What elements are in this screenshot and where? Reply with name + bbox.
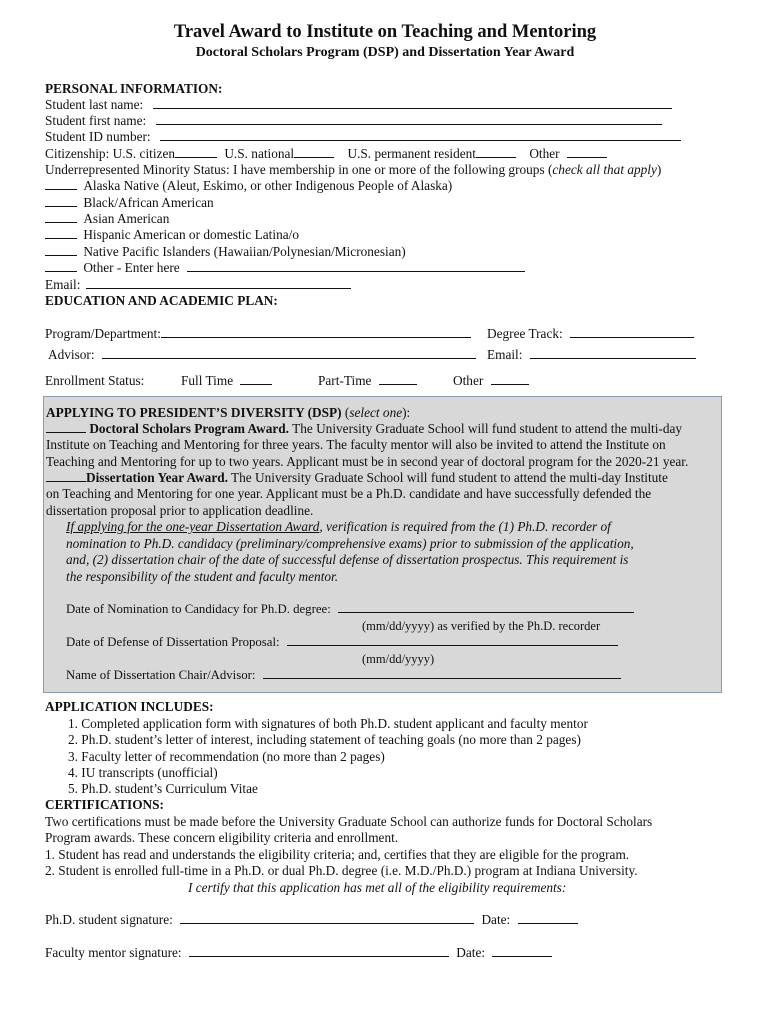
- student-signature-label: Ph.D. student signature:: [45, 912, 173, 927]
- includes-item: 1. Completed application form with signatures of both Ph.D. student applicant and faculty mentor: [68, 716, 588, 731]
- personal-info-heading: PERSONAL INFORMATION:: [45, 81, 223, 96]
- program-field[interactable]: [161, 326, 471, 338]
- dsp-option-1-text: Institute on Teaching and Mentoring for three years. The faculty mentor will also be invited to attend the Institute on: [46, 437, 666, 452]
- minority-option: [45, 195, 214, 211]
- includes-item: 2. Ph.D. student’s letter of interest, including statement of teaching goals (no more than 2 pages): [68, 732, 581, 747]
- defense-date-field[interactable]: [287, 634, 618, 646]
- education-heading: EDUCATION AND ACADEMIC PLAN:: [45, 293, 278, 308]
- us-national-blank[interactable]: [294, 146, 334, 158]
- advisor-email-field[interactable]: [530, 347, 696, 359]
- page-title: Travel Award to Institute on Teaching and Mentoring: [173, 22, 597, 42]
- dsp-note-text: nomination to Ph.D. candidacy (preliminary/comprehensive exams) prior to submission of the application,: [66, 536, 634, 551]
- minority-check-blank[interactable]: [45, 244, 77, 256]
- citizenship-label: Citizenship: U.S. citizen: [45, 146, 175, 161]
- minority-option: [45, 227, 299, 243]
- nomination-date-hint: (mm/dd/yyyy) as verified by the Ph.D. recorder: [362, 619, 601, 633]
- minority-option: [45, 244, 406, 260]
- dsp-option-2: [46, 470, 668, 486]
- dsp-option-1-title: Doctoral Scholars Program Award.: [86, 421, 289, 436]
- certifications-intro: Two certifications must be made before the University Graduate School can authorize funds for Doctoral Scholars: [45, 814, 653, 829]
- minority-check-blank[interactable]: [45, 227, 77, 239]
- faculty-signature-row: [45, 945, 552, 961]
- minority-check-blank[interactable]: [45, 195, 77, 207]
- defense-date-hint: (mm/dd/yyyy): [362, 652, 435, 666]
- permanent-resident-label: U.S. permanent resident: [347, 146, 476, 161]
- dsp-heading: [46, 405, 410, 421]
- dsp-note-text: the responsibility of the student and faculty mentor.: [66, 569, 339, 584]
- chair-label: Name of Dissertation Chair/Advisor:: [66, 668, 256, 682]
- student-date-label: Date:: [481, 912, 511, 927]
- includes-item: 3. Faculty letter of recommendation (no more than 2 pages): [68, 749, 385, 764]
- minority-option-label: Asian American: [83, 211, 170, 226]
- chair-field[interactable]: [263, 667, 621, 679]
- dsp-note-text: and, (2) dissertation chair of the date of successful defense of dissertation prospectus. This requirement is: [66, 552, 629, 567]
- citizenship-other-blank[interactable]: [567, 146, 607, 158]
- last-name-field[interactable]: [153, 97, 672, 109]
- program-label: Program/Department:: [45, 326, 161, 341]
- faculty-date-label: Date:: [456, 945, 486, 960]
- faculty-signature-field[interactable]: [189, 945, 449, 957]
- minority-prompt-text: Underrepresented Minority Status: I have membership in one or more of the following groups (: [45, 162, 553, 177]
- part-time-option: [318, 373, 417, 389]
- certification-item: 2. Student is enrolled full-time in a Ph.D. or dual Ph.D. degree (i.e. M.D./Ph.D.) program at Indiana University.: [45, 863, 638, 878]
- us-national-label: U.S. national: [224, 146, 295, 161]
- full-time-option: [181, 373, 272, 389]
- dsp-option-2-title: Dissertation Year Award.: [86, 470, 228, 485]
- dsp-option-2-text: The University Graduate School will fund student to attend the multi-day Institute: [227, 470, 668, 485]
- faculty-date-field[interactable]: [492, 945, 552, 957]
- part-time-blank[interactable]: [379, 373, 417, 385]
- first-name-label: Student first name:: [45, 113, 147, 128]
- includes-item: 4. IU transcripts (unofficial): [68, 765, 218, 780]
- first-name-row: [45, 113, 662, 129]
- advisor-email-label: Email:: [487, 347, 523, 362]
- full-time-label: Full Time: [181, 373, 234, 388]
- includes-item: 5. Ph.D. student’s Curriculum Vitae: [68, 781, 258, 796]
- enrollment-label: Enrollment Status:: [45, 373, 145, 388]
- enrollment-other-label: Other: [453, 373, 484, 388]
- advisor-field[interactable]: [102, 347, 476, 359]
- citizenship-row: [45, 146, 607, 162]
- chair-row: [66, 667, 621, 683]
- last-name-label: Student last name:: [45, 97, 144, 112]
- defense-date-label: Date of Defense of Dissertation Proposal:: [66, 635, 280, 649]
- student-id-field[interactable]: [160, 129, 681, 141]
- dsp-option-2-blank[interactable]: [46, 470, 86, 482]
- student-signature-field[interactable]: [180, 912, 474, 924]
- defense-date-row: [66, 634, 618, 650]
- dsp-heading-paren-close: ):: [402, 405, 411, 420]
- faculty-signature-label: Faculty mentor signature:: [45, 945, 182, 960]
- advisor-label: Advisor:: [48, 347, 95, 362]
- enrollment-other-blank[interactable]: [491, 373, 529, 385]
- student-date-field[interactable]: [518, 912, 578, 924]
- dsp-option-1-text: The University Graduate School will fund student to attend the multi-day: [289, 421, 683, 436]
- minority-option: [45, 178, 452, 194]
- minority-check-blank[interactable]: [45, 260, 77, 272]
- email-label: Email:: [45, 277, 81, 292]
- student-id-row: [45, 129, 681, 145]
- dsp-note-text: , verification is required from the (1) Ph.D. recorder of: [319, 519, 611, 534]
- minority-prompt-italic: check all that apply: [552, 162, 657, 177]
- first-name-field[interactable]: [156, 113, 662, 125]
- enrollment-other-option: [453, 373, 529, 389]
- includes-heading: APPLICATION INCLUDES:: [45, 699, 214, 714]
- minority-prompt-end: ): [656, 162, 662, 177]
- program-row: [45, 326, 471, 342]
- citizenship-other-label: Other: [529, 146, 560, 161]
- nomination-date-field[interactable]: [338, 601, 634, 613]
- nomination-date-label: Date of Nomination to Candidacy for Ph.D. degree:: [66, 602, 331, 616]
- dsp-option-1: [46, 421, 682, 437]
- degree-track-label: Degree Track:: [487, 326, 563, 341]
- certification-item: 1. Student has read and understands the eligibility criteria; and, certifies that they are eligible for the program.: [45, 847, 630, 862]
- advisor-email-row: [487, 347, 696, 363]
- full-time-blank[interactable]: [240, 373, 272, 385]
- minority-option: [45, 211, 169, 227]
- certifications-intro: Program awards. These concern eligibility criteria and enrollment.: [45, 830, 399, 845]
- minority-prompt: [45, 162, 661, 178]
- dsp-note: [66, 519, 611, 535]
- email-row: [45, 277, 351, 293]
- minority-option-label: Other - Enter here: [83, 260, 180, 275]
- page-subtitle: Doctoral Scholars Program (DSP) and Dissertation Year Award: [195, 45, 575, 60]
- email-field[interactable]: [86, 277, 351, 289]
- advisor-row: [48, 347, 476, 363]
- minority-option-label: Alaska Native (Aleut, Eskimo, or other Indigenous People of Alaska): [83, 178, 453, 193]
- student-signature-row: [45, 912, 578, 928]
- dsp-option-2-text: on Teaching and Mentoring for one year. Applicant must be a Ph.D. candidate and have successfully defended the: [46, 486, 652, 501]
- certifications-heading: CERTIFICATIONS:: [45, 797, 164, 812]
- us-citizen-blank[interactable]: [175, 146, 217, 158]
- last-name-row: [45, 97, 672, 113]
- minority-option: [45, 260, 525, 276]
- minority-check-blank[interactable]: [45, 211, 77, 223]
- degree-track-field[interactable]: [570, 326, 694, 338]
- minority-option-label: Hispanic American or domestic Latina/o: [83, 227, 299, 242]
- minority-option-label: Black/African American: [83, 195, 214, 210]
- permanent-resident-blank[interactable]: [476, 146, 516, 158]
- minority-option-label: Native Pacific Islanders (Hawaiian/Polynesian/Micronesian): [83, 244, 406, 259]
- dsp-option-1-blank[interactable]: [46, 421, 86, 433]
- dsp-note-underlined: If applying for the one-year Dissertation Award: [66, 519, 320, 534]
- dsp-heading-select: select one: [349, 405, 403, 420]
- nomination-date-row: [66, 601, 634, 617]
- dsp-option-2-text: dissertation proposal prior to application deadline.: [46, 503, 314, 518]
- dsp-heading-paren: (: [341, 405, 350, 420]
- certify-statement: I certify that this application has met all of the eligibility requirements:: [188, 880, 567, 895]
- minority-other-field[interactable]: [187, 260, 525, 272]
- student-id-label: Student ID number:: [45, 129, 151, 144]
- dsp-option-1-text: Teaching and Mentoring for up to two years. Applicant must be in second year of doctoral program for the 2020-21 year.: [46, 454, 689, 469]
- dsp-heading-text: APPLYING TO PRESIDENT’S DIVERSITY (DSP): [46, 405, 342, 420]
- part-time-label: Part-Time: [318, 373, 372, 388]
- degree-track-row: [487, 326, 694, 342]
- minority-check-blank[interactable]: [45, 178, 77, 190]
